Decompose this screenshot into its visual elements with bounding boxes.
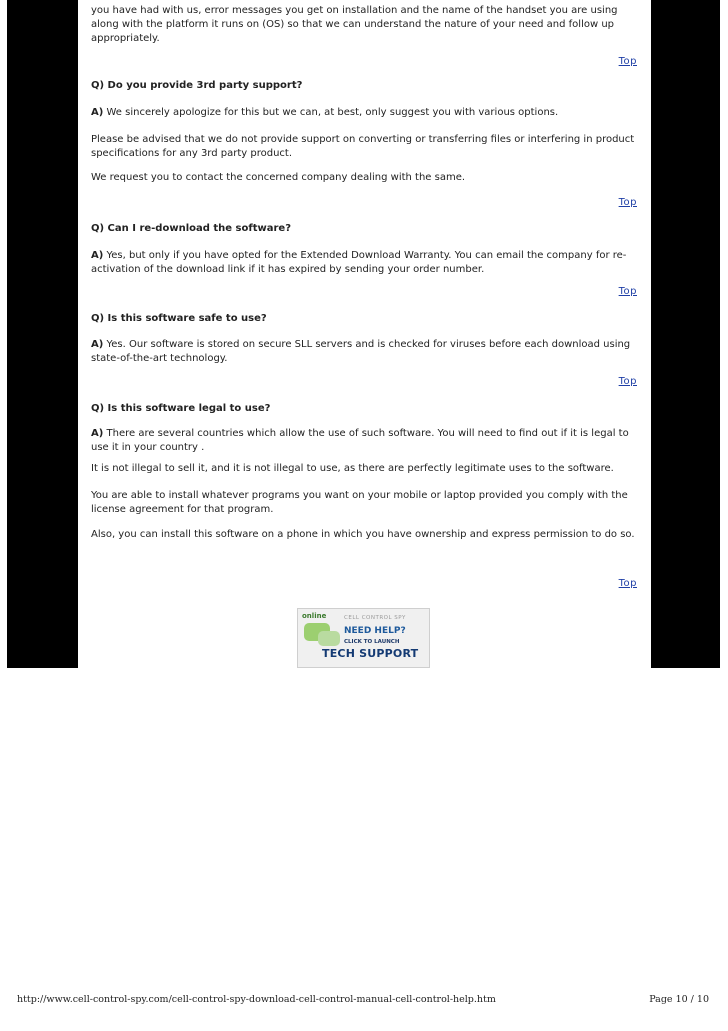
answer-text: Yes. Our software is stored on secure SLL servers and is checked for viruses before each download using state-of-the-art technology. xyxy=(91,339,631,364)
answer-label: A) xyxy=(91,250,104,261)
faq-extra-paragraph: Also, you can install this software on a phone in which you have ownership and express permission to do so. xyxy=(91,529,635,540)
footer-page-number: Page 10 / 10 xyxy=(649,994,709,1005)
faq-extra-paragraph: We request you to contact the concerned company dealing with the same. xyxy=(91,172,466,183)
faq-answer xyxy=(91,338,636,366)
faq-extra-paragraph: You are able to install whatever programs you want on your mobile or laptop provided you comply with the license agreement for that program. xyxy=(91,490,628,515)
chat-bubble-icon xyxy=(318,631,340,646)
faq-question: Q) Can I re-download the software? xyxy=(91,223,291,234)
top-link[interactable]: Top xyxy=(618,376,637,387)
content-area xyxy=(78,0,651,668)
top-link[interactable]: Top xyxy=(618,578,637,589)
faq-answer xyxy=(91,106,636,120)
top-link[interactable]: Top xyxy=(618,56,637,67)
need-help-label: NEED HELP? xyxy=(344,626,406,636)
tech-support-label: TECH SUPPORT xyxy=(322,647,419,660)
footer-url: http://www.cell-control-spy.com/cell-control-spy-download-cell-control-manual-cell-control-help.htm xyxy=(17,994,496,1005)
faq-question: Q) Do you provide 3rd party support? xyxy=(91,80,303,91)
faq-answer xyxy=(91,427,636,455)
online-label: online xyxy=(302,612,327,620)
answer-text: Yes, but only if you have opted for the Extended Download Warranty. You can email the company for re-activation of the download link if it has expired by sending your order number. xyxy=(91,250,627,275)
answer-label: A) xyxy=(91,107,104,118)
faq-question: Q) Is this software legal to use? xyxy=(91,403,271,414)
top-link[interactable]: Top xyxy=(618,286,637,297)
answer-text: We sincerely apologize for this but we can, at best, only suggest you with various options. xyxy=(103,107,559,118)
faq-question: Q) Is this software safe to use? xyxy=(91,313,267,324)
faq-extra-paragraph: Please be advised that we do not provide support on converting or transferring files or interfering in product specifications for any 3rd party product. xyxy=(91,134,635,159)
top-link[interactable]: Top xyxy=(618,197,637,208)
intro-paragraph: you have had with us, error messages you get on installation and the name of the handset you are using along with the platform it runs on (OS) so that we can understand the nature of your need and follow up appropriately. xyxy=(91,5,618,44)
banner-brand: CELL CONTROL SPY xyxy=(344,615,406,621)
answer-label: A) xyxy=(91,428,104,439)
right-edge xyxy=(720,0,723,668)
click-to-launch-label: CLICK TO LAUNCH xyxy=(344,639,400,645)
answer-text: There are several countries which allow the use of such software. You will need to find out if it is legal to use it in your country . xyxy=(91,428,629,453)
tech-support-banner[interactable] xyxy=(297,608,430,668)
answer-label: A) xyxy=(91,339,104,350)
faq-answer xyxy=(91,249,636,277)
faq-extra-paragraph: It is not illegal to sell it, and it is not illegal to use, as there are perfectly legitimate uses to the software. xyxy=(91,463,614,474)
